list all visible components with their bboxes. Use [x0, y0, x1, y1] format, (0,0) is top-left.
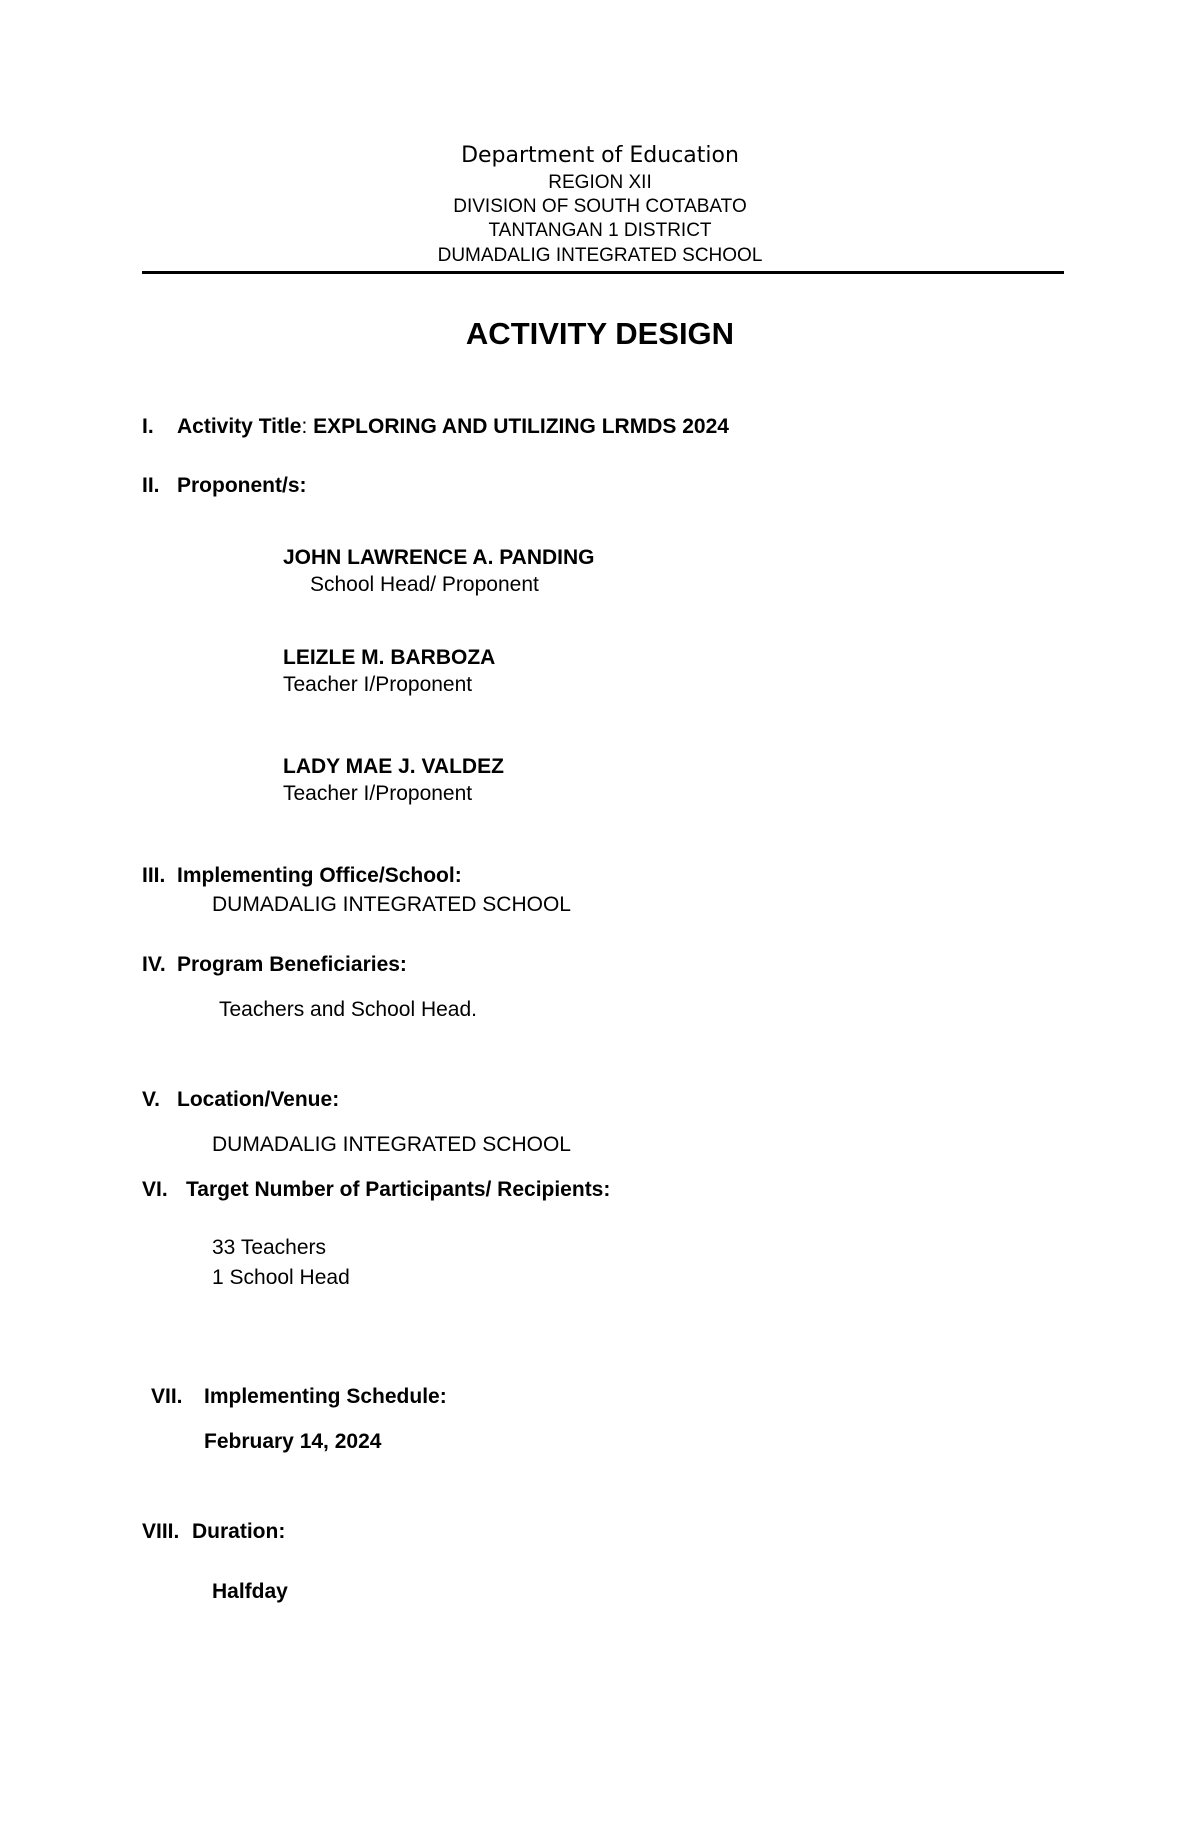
section-label: Implementing Office/School: — [177, 864, 462, 887]
proponent-name: LADY MAE J. VALDEZ — [283, 755, 504, 778]
section-label: Location/Venue: — [177, 1088, 340, 1111]
location-value: DUMADALIG INTEGRATED SCHOOL — [212, 1133, 571, 1156]
header-divider — [142, 271, 1064, 274]
section-number: IV. — [142, 953, 166, 976]
section-number: I. — [142, 415, 154, 438]
section-number: III. — [142, 864, 166, 887]
section-label: Program Beneficiaries: — [177, 953, 407, 976]
region-line: REGION XII — [548, 172, 652, 193]
section-label: Target Number of Participants/ Recipients: — [186, 1178, 611, 1201]
label-colon: : — [301, 415, 308, 438]
section-proponents — [142, 474, 307, 498]
section-number: VI. — [142, 1178, 168, 1201]
section-duration — [142, 1520, 285, 1544]
schedule-value: February 14, 2024 — [204, 1430, 382, 1453]
participants-school-head: 1 School Head — [212, 1266, 350, 1289]
section-label: Activity Title — [177, 415, 302, 438]
section-number: V. — [142, 1088, 160, 1111]
school-line: DUMADALIG INTEGRATED SCHOOL — [437, 245, 763, 266]
document-title: ACTIVITY DESIGN — [465, 316, 735, 351]
beneficiaries-value: Teachers and School Head. — [219, 998, 477, 1021]
section-number: II. — [142, 474, 160, 497]
section-location — [142, 1088, 339, 1112]
division-line: DIVISION OF SOUTH COTABATO — [453, 196, 747, 217]
section-label: Duration: — [192, 1520, 286, 1543]
participants-teachers: 33 Teachers — [212, 1236, 327, 1259]
proponent-name: LEIZLE M. BARBOZA — [283, 646, 496, 669]
section-label: Proponent/s: — [177, 474, 307, 497]
section-beneficiaries — [142, 953, 407, 977]
section-implementing-office — [142, 864, 462, 888]
activity-title-value: EXPLORING AND UTILIZING LRMDS 2024 — [307, 415, 729, 438]
implementing-office-value: DUMADALIG INTEGRATED SCHOOL — [212, 893, 571, 916]
section-label: Implementing Schedule: — [204, 1385, 447, 1408]
section-schedule — [151, 1385, 447, 1409]
section-number: VIII. — [142, 1520, 180, 1543]
proponent-role: Teacher I/Proponent — [283, 782, 473, 805]
duration-value: Halfday — [212, 1580, 288, 1603]
proponent-name: JOHN LAWRENCE A. PANDING — [283, 546, 595, 569]
proponent-role: School Head/ Proponent — [310, 573, 539, 596]
department-name: Department of Education — [461, 143, 739, 168]
section-participants — [142, 1178, 610, 1202]
district-line: TANTANGAN 1 DISTRICT — [488, 220, 712, 241]
section-activity-title — [142, 415, 729, 439]
proponent-role: Teacher I/Proponent — [283, 673, 473, 696]
section-number: VII. — [151, 1385, 183, 1408]
